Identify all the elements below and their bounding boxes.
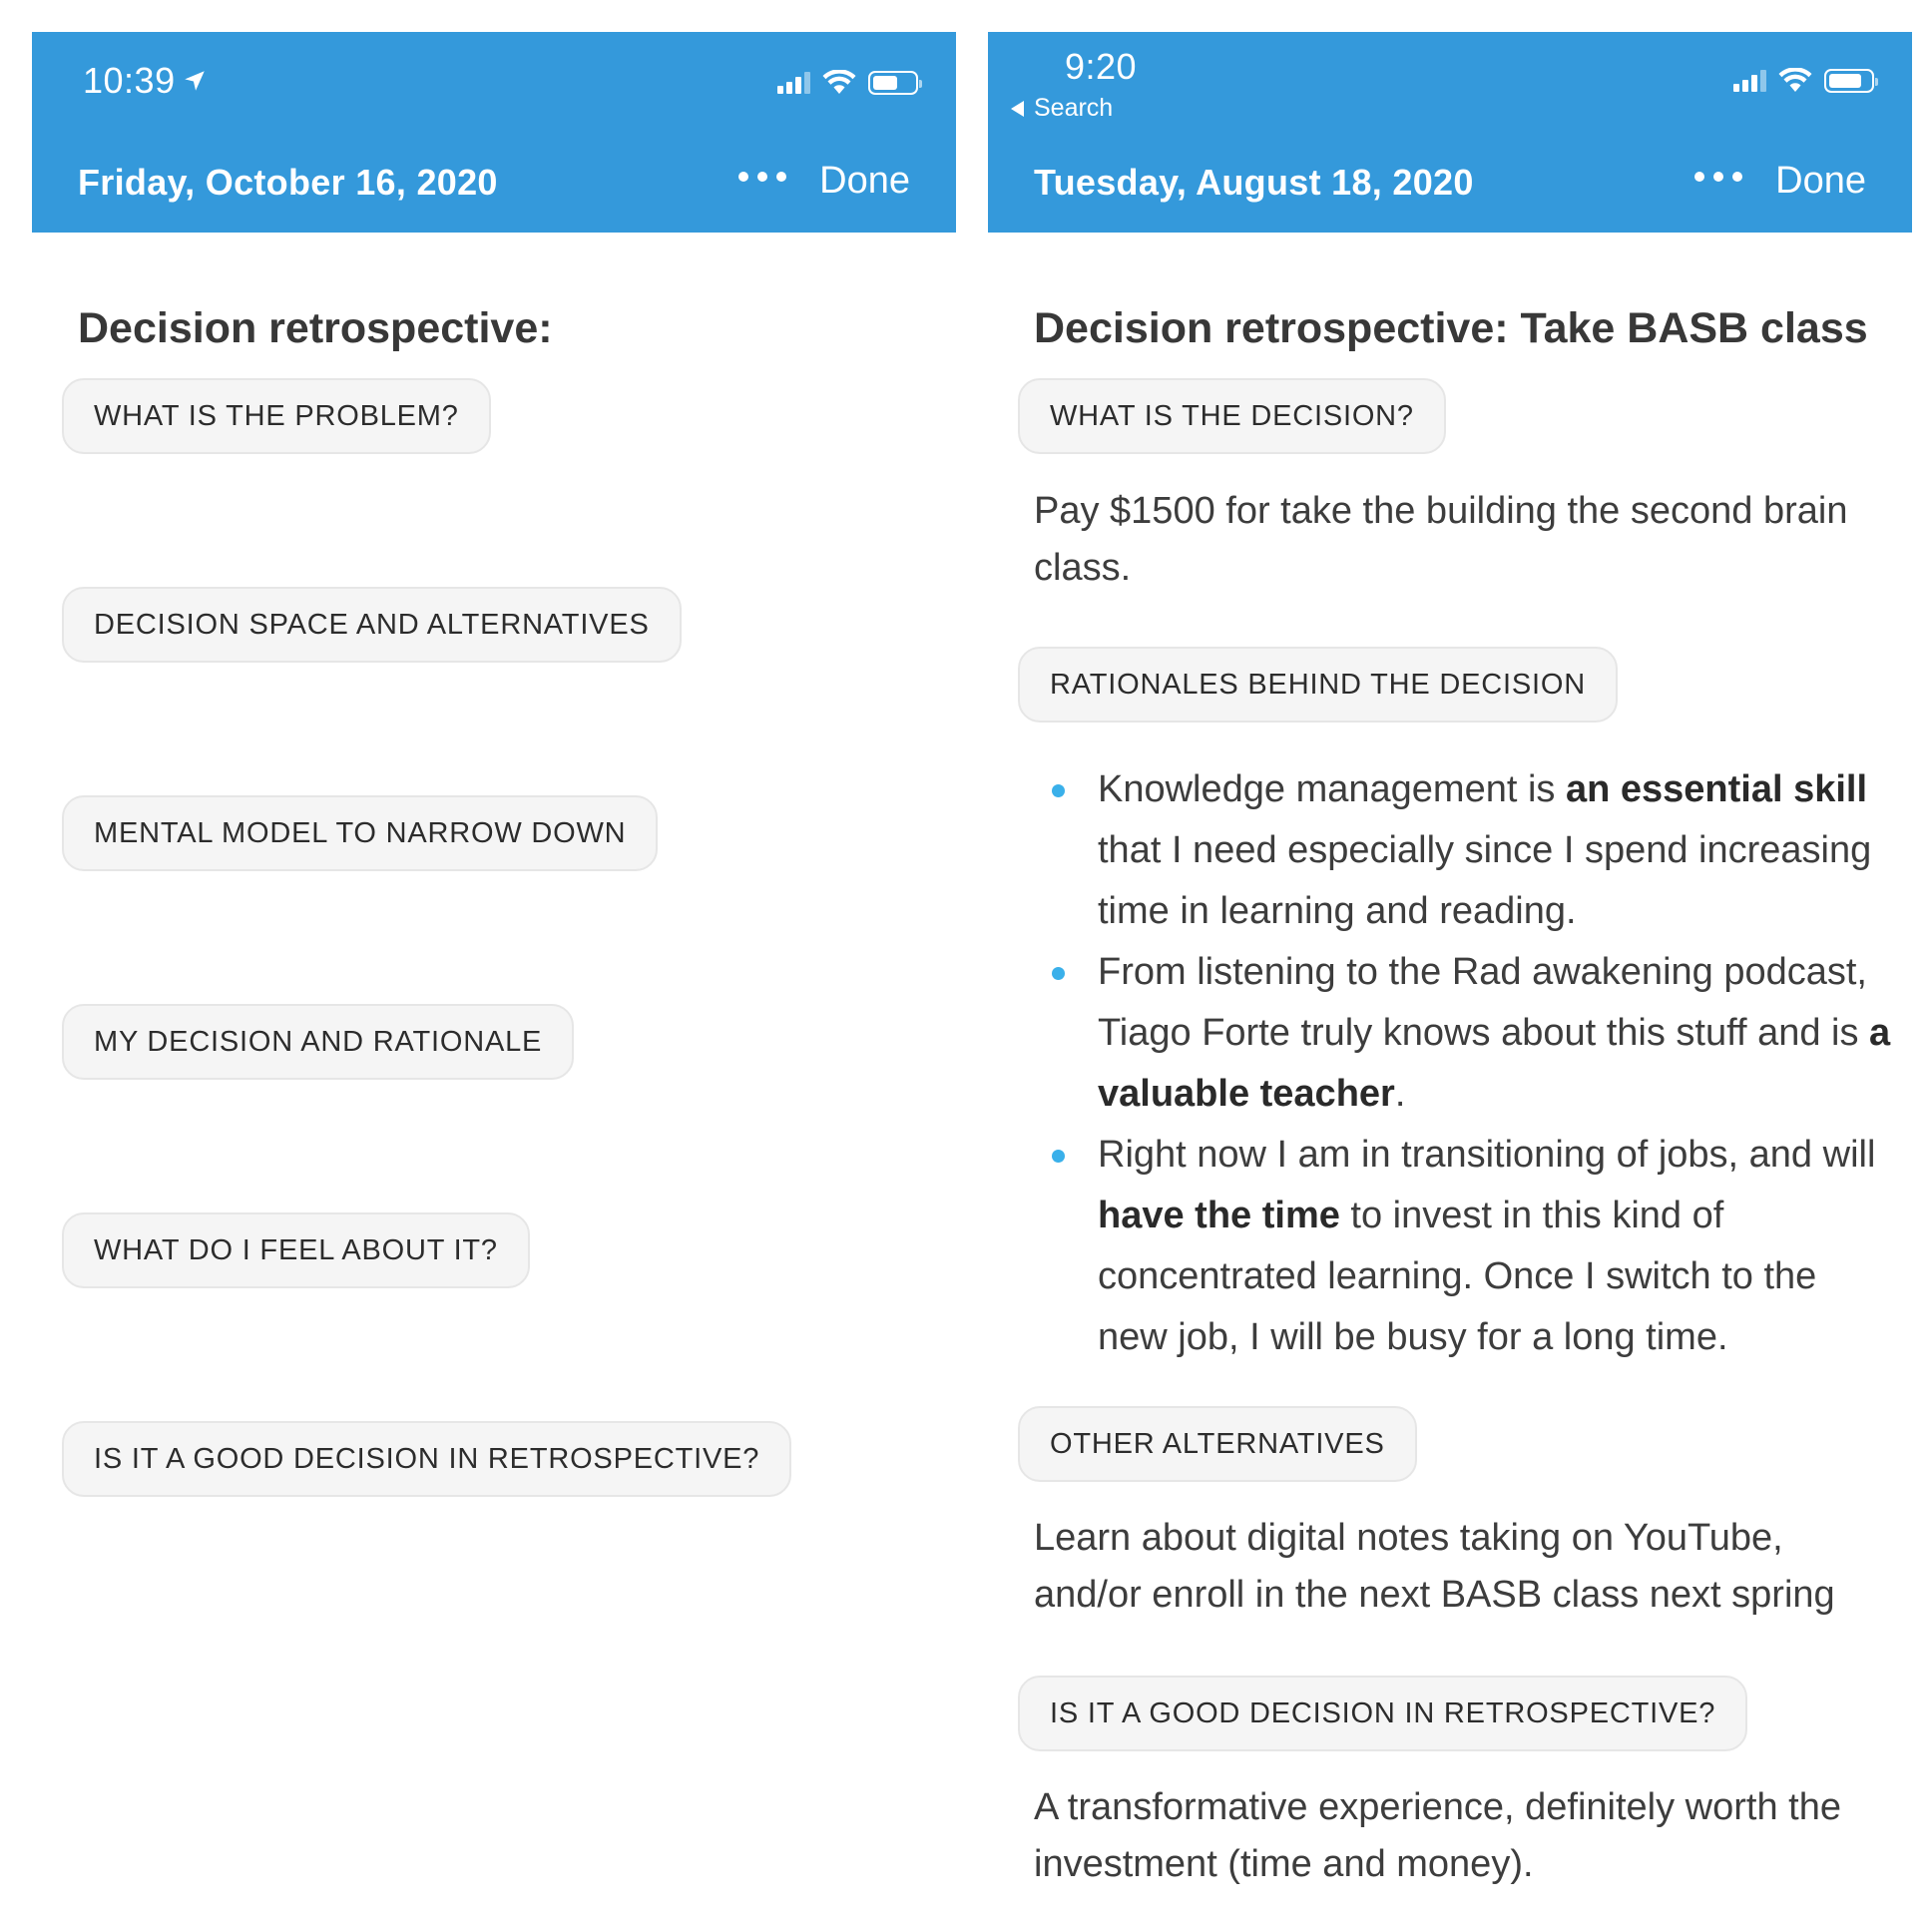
battery-icon: [1824, 69, 1874, 93]
rationale-text-before: Knowledge management is: [1098, 768, 1566, 810]
done-button[interactable]: Done: [1775, 160, 1866, 202]
cellular-signal-icon: [1733, 70, 1766, 92]
section-tag-retrospective[interactable]: IS IT A GOOD DECISION IN RETROSPECTIVE?: [1018, 1676, 1747, 1751]
bullet-dot-icon: [1052, 1150, 1065, 1163]
rationale-text-after: that I need especially since I spend increasing time in learning and reading.: [1098, 829, 1872, 932]
status-time: [1065, 46, 1137, 88]
rationale-text-bold: an essential skill: [1565, 768, 1868, 810]
rationale-text-before: Right now I am in transitioning of jobs, and will: [1098, 1134, 1876, 1176]
back-triangle-icon: [1011, 101, 1024, 117]
section-tag-decision-space[interactable]: DECISION SPACE AND ALTERNATIVES: [62, 587, 682, 663]
rationale-text-after: .: [1394, 1073, 1406, 1115]
navigation-bar: [988, 32, 1912, 233]
navigation-bar: [32, 32, 956, 233]
cellular-signal-icon: [777, 72, 810, 94]
note-date-title: Friday, October 16, 2020: [78, 162, 498, 203]
note-heading: Decision retrospective: Take BASB class: [1034, 304, 1868, 352]
left-phone-screen: [32, 32, 956, 1908]
alternatives-text: Learn about digital notes taking on YouTube, and/or enroll in the next BASB class next spring: [1034, 1517, 1835, 1616]
rationale-text-before: From listening to the Rad awakening podcast, Tiago Forte truly knows about this stuff and is: [1098, 951, 1870, 1054]
back-to-search-label: Search: [1034, 94, 1114, 122]
rationale-text-after: to invest in this kind of concentrated learning. Once I switch to the new job, I will be busy for a long time.: [1098, 1195, 1817, 1358]
done-button[interactable]: Done: [819, 160, 910, 202]
decision-text: Pay $1500 for take the building the second brain class.: [1034, 490, 1848, 589]
rationale-bullet: [1034, 1125, 1892, 1368]
rationale-list: [1034, 759, 1892, 1368]
rationale-text-bold: have the time: [1098, 1195, 1340, 1236]
section-tag-rationales[interactable]: RATIONALES BEHIND THE DECISION: [1018, 647, 1618, 723]
section-tag-decision-rationale[interactable]: MY DECISION AND RATIONALE: [62, 1004, 574, 1080]
section-tag-alternatives[interactable]: OTHER ALTERNATIVES: [1018, 1406, 1417, 1482]
back-to-search-button[interactable]: [1011, 94, 1113, 123]
status-time: [83, 60, 208, 102]
status-time-text: 10:39: [83, 60, 176, 101]
battery-icon: [868, 71, 918, 95]
note-date-title: Tuesday, August 18, 2020: [1034, 162, 1474, 203]
right-phone-screen: [988, 32, 1912, 1908]
more-options-icon[interactable]: [738, 172, 786, 182]
section-tag-retrospective[interactable]: IS IT A GOOD DECISION IN RETROSPECTIVE?: [62, 1421, 791, 1497]
section-tag-mental-model[interactable]: MENTAL MODEL TO NARROW DOWN: [62, 795, 658, 871]
more-options-icon[interactable]: [1694, 172, 1742, 182]
rationale-text-bold: a valuable teacher: [1098, 1012, 1891, 1115]
status-time-text: 9:20: [1065, 46, 1138, 87]
retrospective-text: A transformative experience, definitely worth the investment (time and money).: [1034, 1786, 1841, 1885]
rationale-bullet: [1034, 759, 1892, 942]
rationale-bullet: [1034, 942, 1892, 1125]
section-tag-decision[interactable]: WHAT IS THE DECISION?: [1018, 378, 1446, 454]
section-tag-problem[interactable]: WHAT IS THE PROBLEM?: [62, 378, 491, 454]
wifi-icon: [822, 70, 856, 96]
status-icons: [777, 70, 918, 96]
wifi-icon: [1778, 68, 1812, 94]
bullet-dot-icon: [1052, 784, 1065, 797]
note-heading: Decision retrospective:: [78, 304, 553, 352]
status-icons: [1733, 68, 1874, 94]
section-tag-feelings[interactable]: WHAT DO I FEEL ABOUT IT?: [62, 1212, 530, 1288]
bullet-dot-icon: [1052, 967, 1065, 980]
location-arrow-icon: [182, 68, 208, 94]
